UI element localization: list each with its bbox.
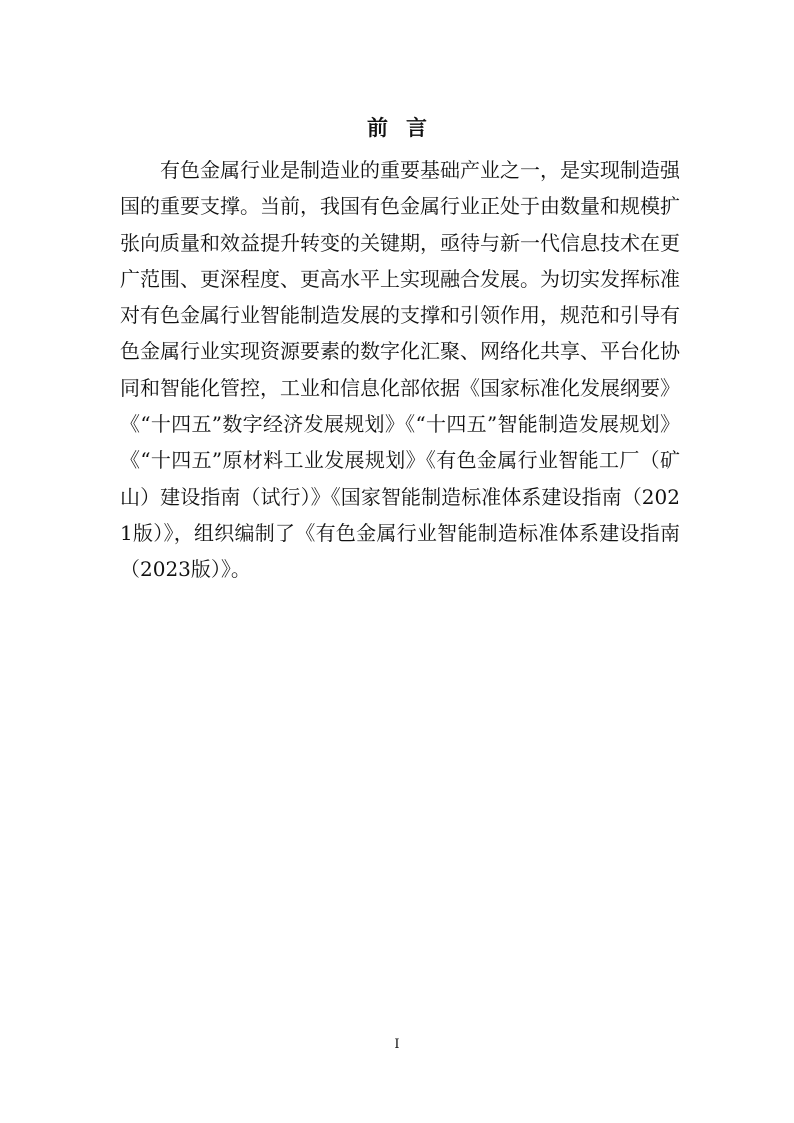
preface-paragraph: 有色金属行业是制造业的重要基础产业之一，是实现制造强国的重要支撑。当前，我国有色金属行业正处于由数量和规模扩张向质量和效益提升转变的关键期，亟待与新一代信息技术在更广范围、更深程度、更高水平上实现融合发展。为切实发挥标准对有色金属行业智能制造发展的支撑和引领作用，规范和引导有色金属行业实现资源要素的数字化汇聚、网络化共享、平台化协同和智能化管控，工业和信息化部依据《国家标准化发展纲要》《“十四五”数字经济发展规划》《“十四五”智能制造发展规划》《“十四五”原材料工业发展规划》《有色金属行业智能工厂（矿山）建设指南（试行）》《国家智能制造标准体系建设指南（2021版）》，组织编制了《有色金属行业智能制造标准体系建设指南（2023版）》。 [120, 158, 680, 582]
page-number: I [394, 1037, 400, 1052]
page-title: 前言 [367, 115, 445, 140]
